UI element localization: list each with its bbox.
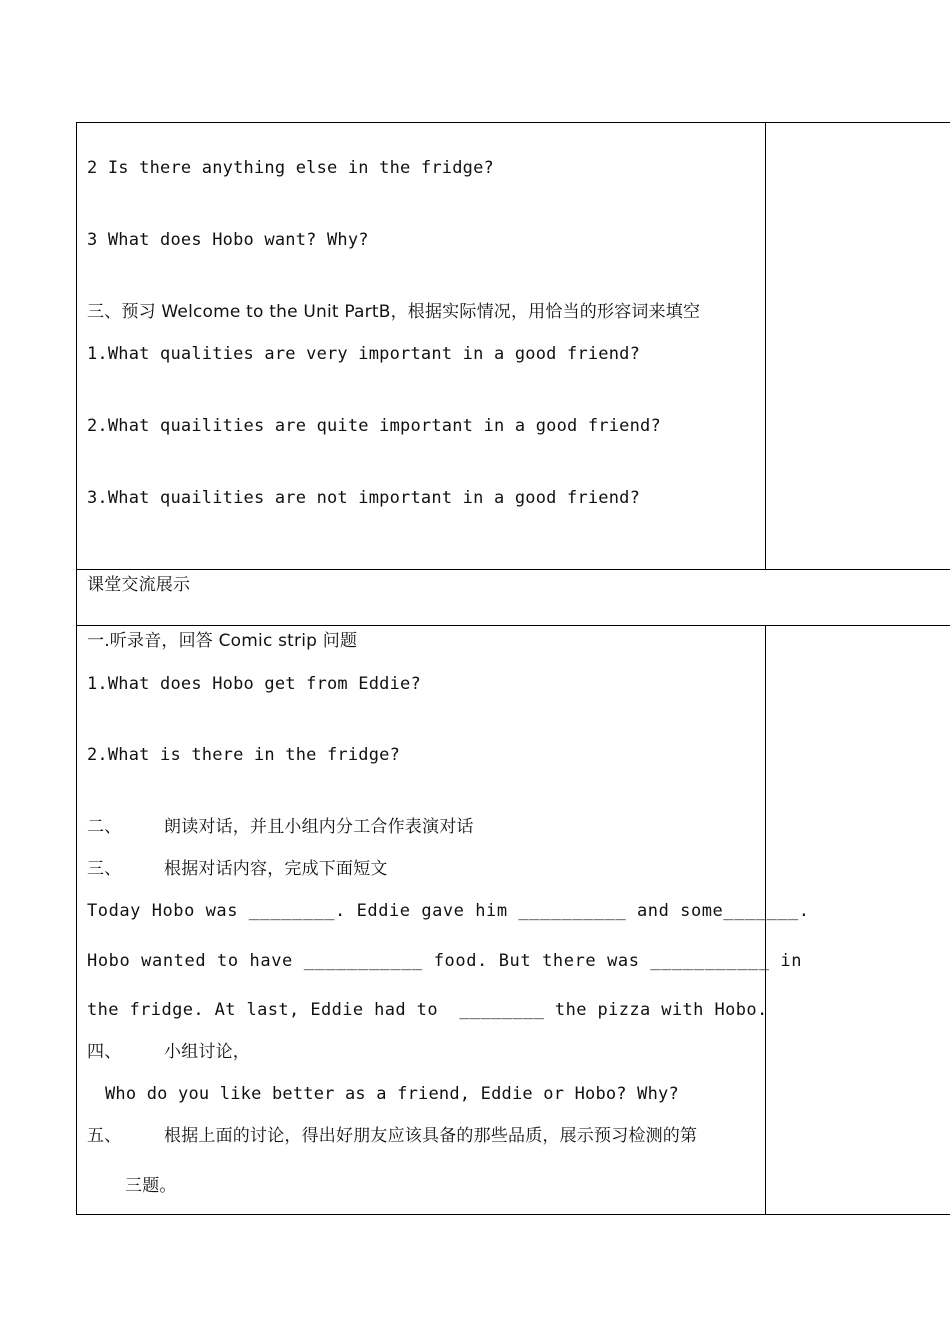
section-3-heading: 三、预习 Welcome to the Unit PartB，根据实际情况，用恰当的形容词来填空 [87, 302, 701, 322]
task-4 [87, 1041, 250, 1063]
quality-question-2: 2.What quailities are quite important in a good friend? [87, 416, 661, 436]
task-5-text: 根据上面的讨论，得出好朋友应该具备的那些品质，展示预习检测的第 [164, 1126, 698, 1146]
column-divider-top [765, 122, 766, 569]
row-divider-1 [76, 569, 950, 570]
task-2 [87, 816, 474, 838]
task-1-question-2: 2.What is there in the fridge? [87, 745, 401, 765]
quality-question-3: 3.What quailities are not important in a good friend? [87, 488, 641, 508]
task-1-heading: 一.听录音，回答 Comic strip 问题 [87, 631, 358, 651]
passage-line-1: Today Hobo was ________. Eddie gave him __________ and some_______. [87, 901, 810, 921]
task-5-continuation: 三题。 [125, 1176, 177, 1196]
task-3 [87, 858, 388, 880]
task-3-text: 根据对话内容，完成下面短文 [164, 859, 388, 879]
passage-line-3: the fridge. At last, Eddie had to ________ the pizza with Hobo. [87, 1000, 768, 1020]
task-4-text: 小组讨论， [164, 1042, 250, 1062]
passage-line-2: Hobo wanted to have ___________ food. But there was ___________ in [87, 951, 803, 971]
class-section-title: 课堂交流展示 [87, 575, 191, 595]
task-2-number: 二、 [87, 817, 122, 837]
row-divider-2 [76, 625, 950, 626]
task-3-number: 三、 [87, 859, 122, 879]
task-2-text: 朗读对话，并且小组内分工合作表演对话 [164, 817, 474, 837]
task-5-number: 五、 [87, 1126, 122, 1146]
task-4-question: Who do you like better as a friend, Eddie or Hobo? Why? [105, 1084, 679, 1104]
question-3: 3 What does Hobo want? Why? [87, 230, 369, 250]
task-1-question-1: 1.What does Hobo get from Eddie? [87, 674, 421, 694]
task-4-number: 四、 [87, 1042, 122, 1062]
quality-question-1: 1.What qualities are very important in a good friend? [87, 344, 641, 364]
task-5 [87, 1125, 697, 1147]
question-2: 2 Is there anything else in the fridge? [87, 158, 494, 178]
